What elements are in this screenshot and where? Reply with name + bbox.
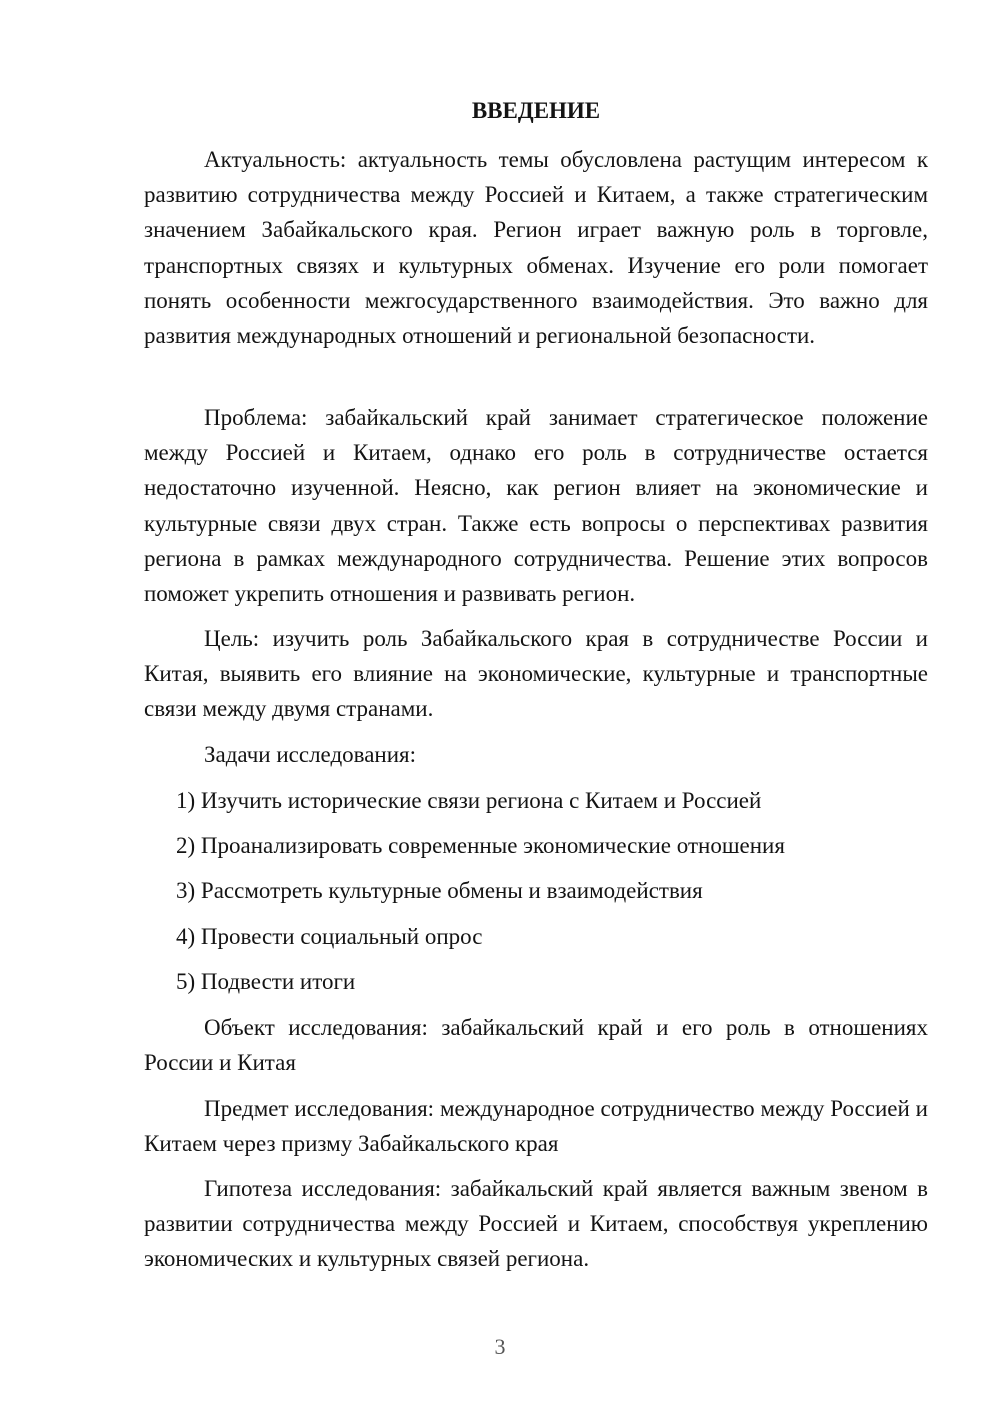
paragraph-problem: Проблема: забайкальский край занимает стратегическое положение между Россией и Китаем, однако его роль в сотрудничестве остается недостаточно изученной. Неясно, как регион влияет на экономические и культурные связи двух стран. Также есть вопросы о перспективах развития региона в рамках международного сотрудничества. Решение этих вопросов поможет укрепить отношения и развивать регион. xyxy=(144,405,928,607)
tasks-heading: Задачи исследования: xyxy=(204,742,417,767)
list-item-task-1: 1) Изучить исторические связи региона с Китаем и Россией xyxy=(176,788,762,813)
paragraph-object: Объект исследования: забайкальский край и его роль в отношениях России и Китая xyxy=(144,1015,928,1076)
paragraph-subject: Предмет исследования: международное сотрудничество между Россией и Китаем через призму Забайкальского края xyxy=(144,1096,928,1157)
list-item-task-5: 5) Подвести итоги xyxy=(176,969,356,994)
paragraph-hypothesis: Гипотеза исследования: забайкальский край является важным звеном в развитии сотрудничества между Россией и Китаем, способствуя укреплению экономических и культурных связей региона. xyxy=(144,1176,928,1272)
paragraph-goal: Цель: изучить роль Забайкальского края в сотрудничестве России и Китая, выявить его влияние на экономические, культурные и транспортные связи между двумя странами. xyxy=(144,626,928,722)
page-number: 3 xyxy=(494,1334,506,1359)
list-item-task-4: 4) Провести социальный опрос xyxy=(176,924,483,949)
paragraph-relevance: Актуальность: актуальность темы обусловлена растущим интересом к развитию сотрудничества между Россией и Китаем, а также стратегическим значением Забайкальского края. Регион играет важную роль в торговле, транспортных связях и культурных обменах. Изучение его роли помогает понять особенности межгосударственного взаимодействия. Это важно для развития международных отношений и региональной безопасности. xyxy=(144,147,928,349)
page-title: ВВЕДЕНИЕ xyxy=(471,98,601,123)
list-item-task-2: 2) Проанализировать современные экономические отношения xyxy=(176,833,785,858)
list-item-task-3: 3) Рассмотреть культурные обмены и взаимодействия xyxy=(176,878,703,903)
